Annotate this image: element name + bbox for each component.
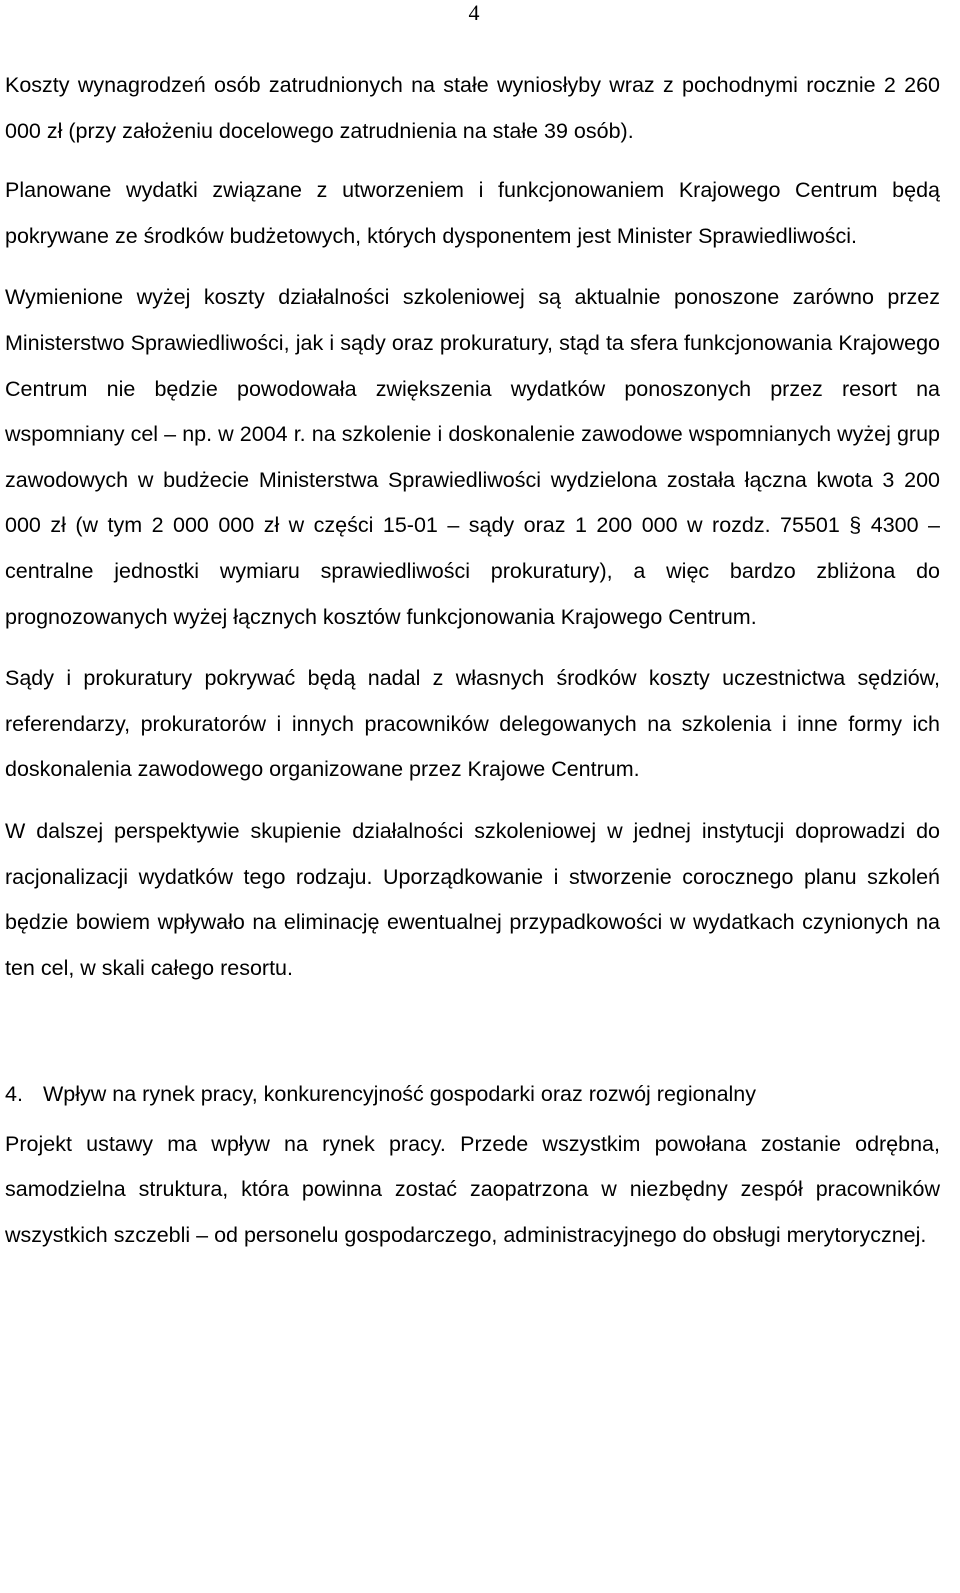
paragraph-salary-costs: Koszty wynagrodzeń osób zatrudnionych na stałe wyniosłyby wraz z pochodnymi rocznie 2 260 000 zł (przy założeniu docelowego zatrudnienia na stałe 39 osób). xyxy=(5,73,940,143)
paragraph-labor-market: Projekt ustawy ma wpływ na rynek pracy. Przede wszystkim powołana zostanie odrębna, samodzielna struktura, która powinna zostać zaopatrzona w niezbędny zespół pracowników wszystkich szczebli – od personelu gospodarczego, administracyjnego do obsługi merytorycznej. xyxy=(5,1131,940,1248)
section-number: 4. xyxy=(5,1082,23,1107)
section-heading xyxy=(5,1072,940,1118)
paragraph-courts-costs: Sądy i prokuratury pokrywać będą nadal z własnych środków koszty uczestnictwa sędziów, referendarzy, prokuratorów i innych pracowników delegowanych na szkolenia i inne formy ich doskonalenia zawodowego organizowane przez Krajowe Centrum. xyxy=(5,666,940,782)
paragraph-planned-expenses: Planowane wydatki związane z utworzeniem i funkcjonowaniem Krajowego Centrum będą pokrywane ze środków budżetowych, których dysponentem jest Minister Sprawiedliwości. xyxy=(5,178,940,248)
section-title: Wpływ na rynek pracy, konkurencyjność gospodarki oraz rozwój regionalny xyxy=(43,1082,757,1107)
document-body xyxy=(5,63,940,1259)
page-number: 4 xyxy=(468,0,480,25)
paragraph-training-costs: Wymienione wyżej koszty działalności szkoleniowej są aktualnie ponoszone zarówno przez Ministerstwo Sprawiedliwości, jak i sądy oraz prokuratury, stąd ta sfera funkcjonowania Krajowego Centrum nie będzie powodowała zwiększenia wydatków ponoszonych przez resort na wspomniany cel – np. w 2004 r. na szkolenie i doskonalenie zawodowe wspomnianych wyżej grup zawodowych w budżecie Ministerstwa Sprawiedliwości wydzielona została łączna kwota 3 200 000 zł (w tym 2 000 000 zł w części 15-01 – sądy oraz 1 200 000 w rozdz. 75501 § 4300 – centralne jednostki wymiaru sprawiedliwości prokuratury), a więc bardzo zbliżona do prognozowanych wyżej łącznych kosztów funkcjonowania Krajowego Centrum. xyxy=(5,285,940,629)
paragraph-future-perspective: W dalszej perspektywie skupienie działalności szkoleniowej w jednej instytucji doprowadzi do racjonalizacji wydatków tego rodzaju. Uporządkowanie i stworzenie corocznego planu szkoleń będzie bowiem wpływało na eliminację ewentualnej przypadkowości w wydatkach czynionych na ten cel, w skali całego resortu. xyxy=(5,818,940,980)
